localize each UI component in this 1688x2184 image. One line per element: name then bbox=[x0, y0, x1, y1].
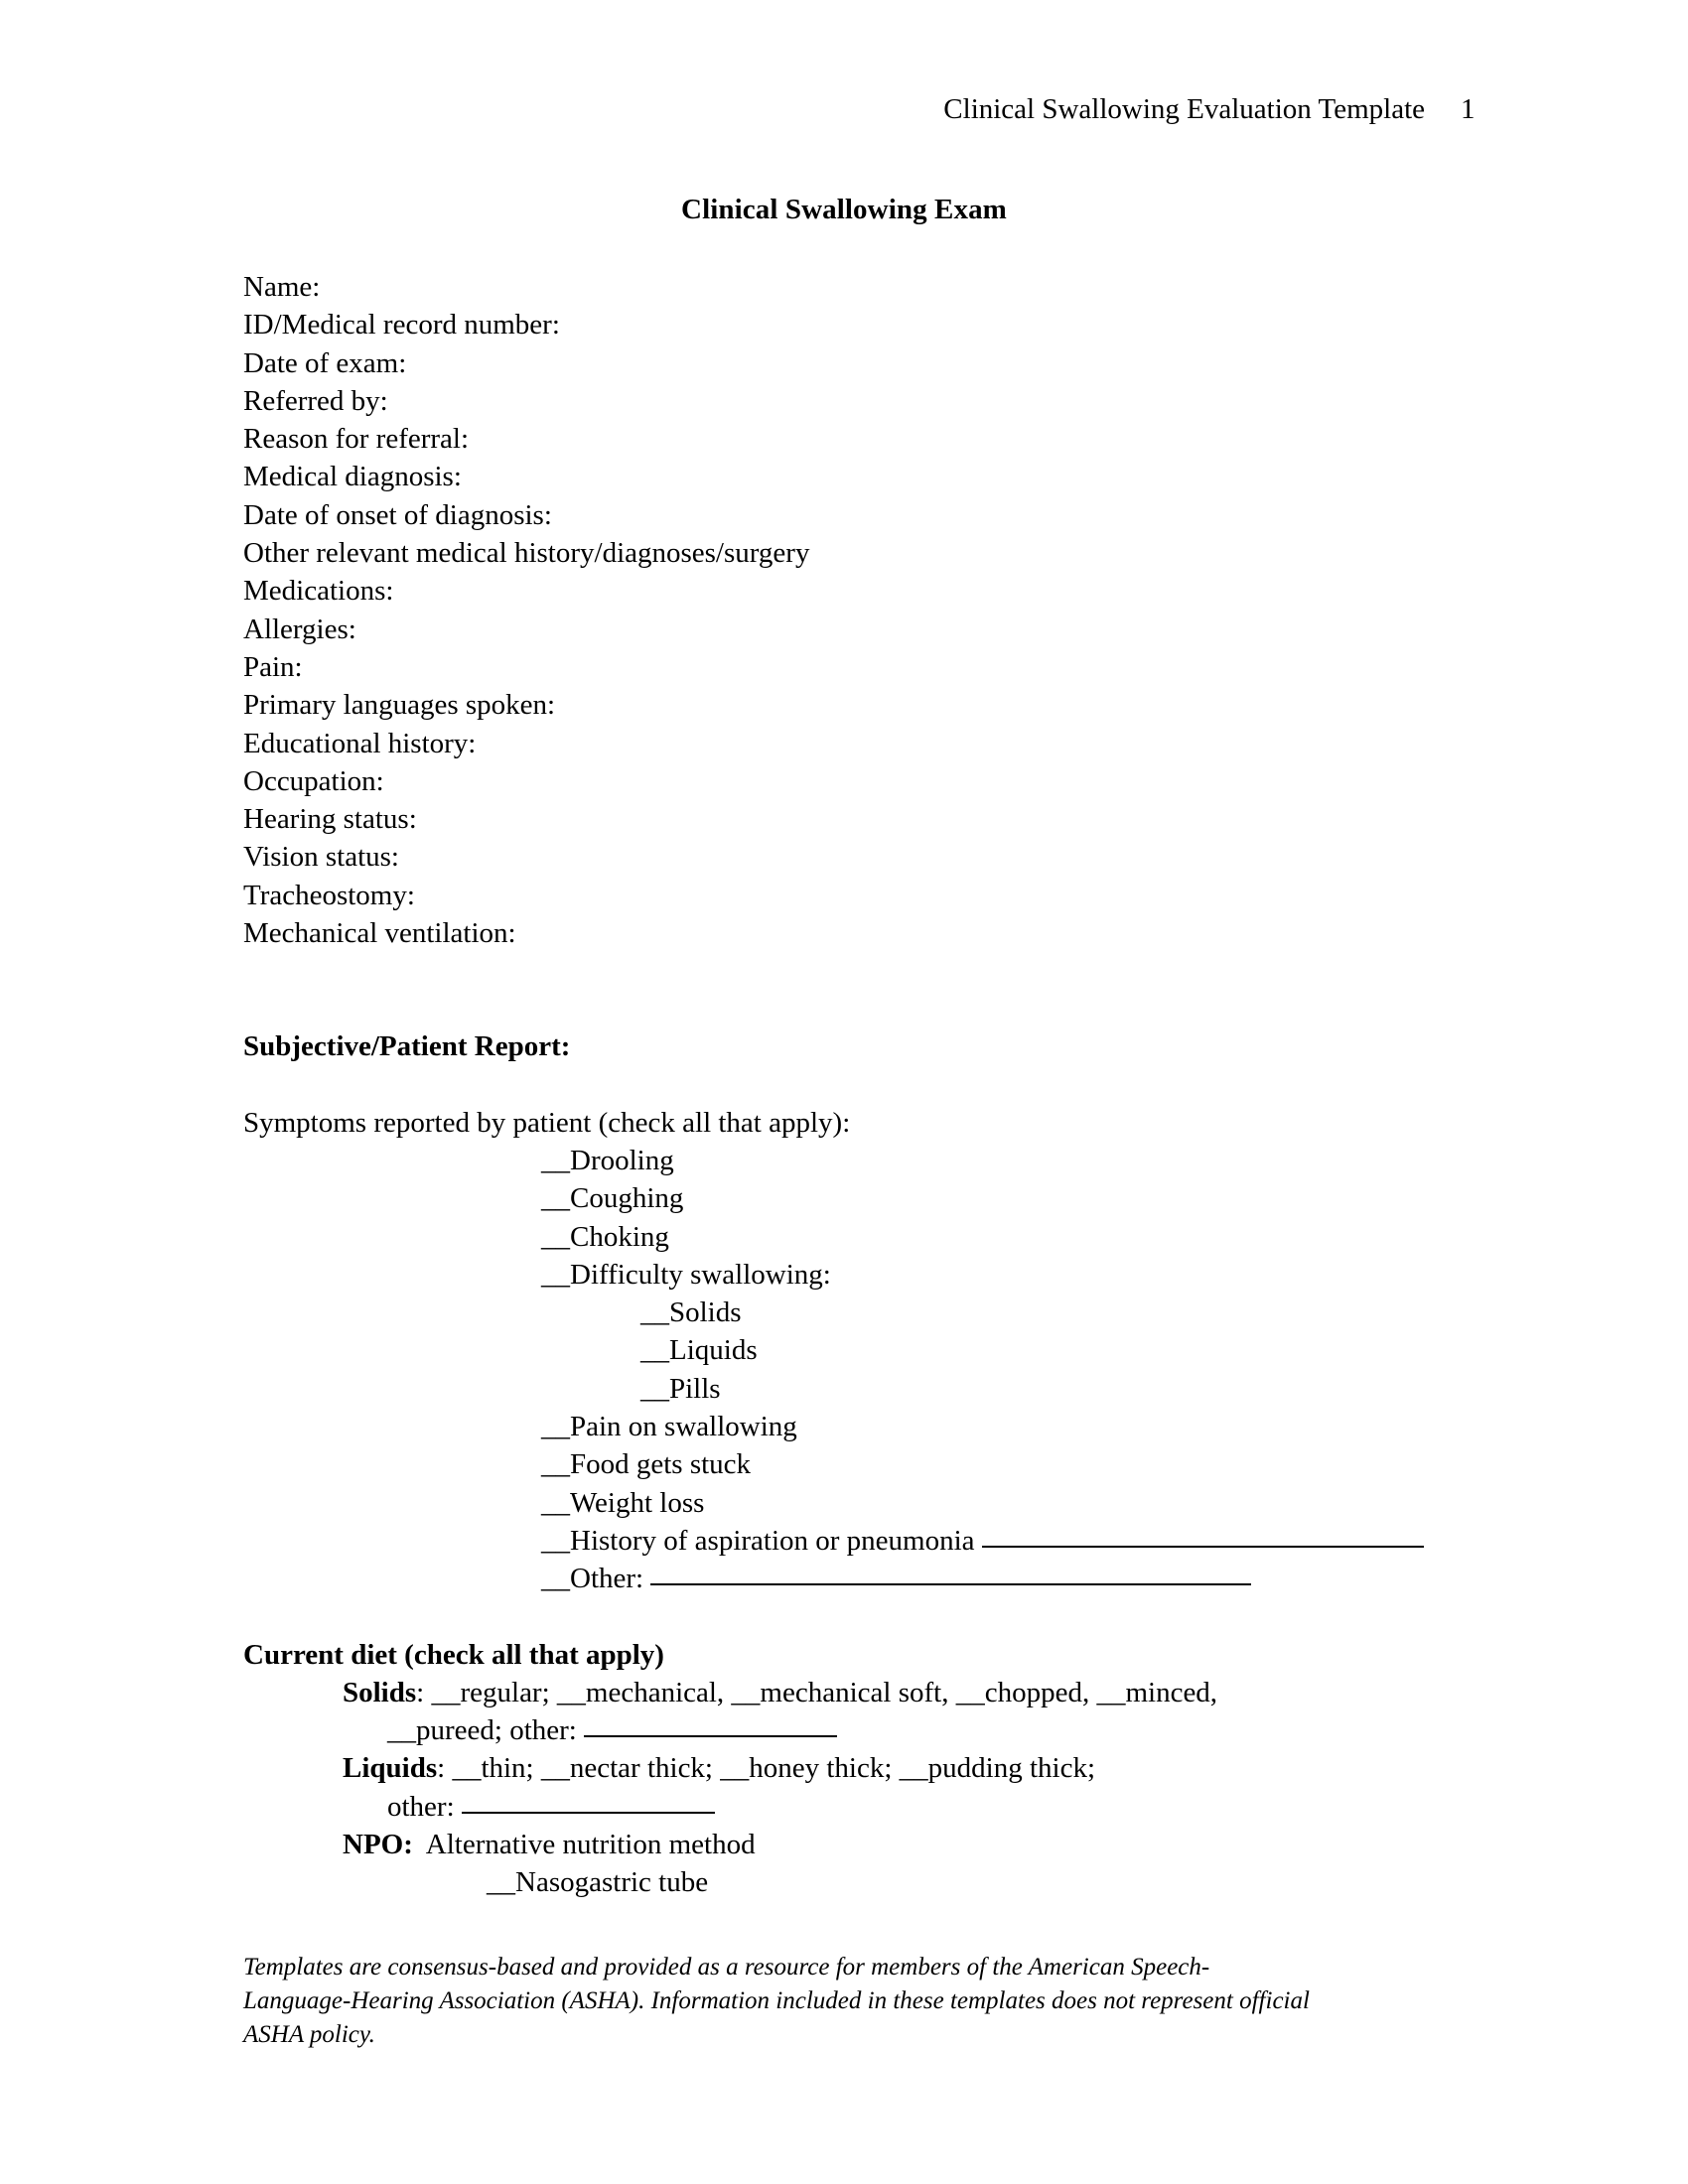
current-diet-heading: Current diet (check all that apply) bbox=[243, 1638, 664, 1671]
field-other-relevant-history: Other relevant medical history/diagnoses/surgery bbox=[243, 537, 810, 570]
field-hearing-status: Hearing status: bbox=[243, 803, 417, 836]
symptom-pain-on-swallowing[interactable]: __Pain on swallowing bbox=[541, 1411, 797, 1443]
symptom-other-label: __Other: bbox=[541, 1563, 644, 1595]
running-header-title: Clinical Swallowing Evaluation Template bbox=[943, 93, 1425, 125]
symptom-other-row[interactable] bbox=[243, 1560, 1554, 1597]
history-of-aspiration-blank[interactable] bbox=[982, 1546, 1424, 1548]
diet-npo-label: NPO: bbox=[343, 1828, 413, 1860]
symptom-history-of-aspiration-row[interactable] bbox=[243, 1522, 1554, 1560]
symptoms-prompt: Symptoms reported by patient (check all that apply): bbox=[243, 1106, 851, 1139]
diet-liquids-row[interactable] bbox=[243, 1749, 1554, 1787]
current-diet-section bbox=[243, 1636, 1554, 1902]
heading-gap bbox=[243, 1066, 1554, 1104]
field-primary-languages-spoken: Primary languages spoken: bbox=[243, 689, 556, 722]
running-header bbox=[243, 95, 1534, 124]
footer-line-2: Language-Hearing Association (ASHA). Information included in these templates does not represent official bbox=[243, 1987, 1310, 2014]
symptom-other-blank[interactable] bbox=[650, 1583, 1251, 1585]
symptom-difficulty-pills[interactable]: __Pills bbox=[640, 1372, 721, 1405]
diet-npo-row[interactable] bbox=[243, 1826, 1554, 1863]
footer-line-1: Templates are consensus-based and provided as a resource for members of the American Speech- bbox=[243, 1954, 1210, 1980]
field-medical-diagnosis: Medical diagnosis: bbox=[243, 461, 462, 493]
diet-solids-options: : __regular; __mechanical, __mechanical soft, __chopped, __minced, bbox=[416, 1676, 1218, 1708]
field-mechanical-ventilation: Mechanical ventilation: bbox=[243, 917, 516, 950]
diet-liquids-options: : __thin; __nectar thick; __honey thick; __pudding thick; bbox=[437, 1752, 1096, 1785]
diet-npo-nasogastric-tube[interactable]: __Nasogastric tube bbox=[487, 1866, 709, 1899]
document-body bbox=[243, 268, 1554, 1902]
symptom-weight-loss[interactable]: __Weight loss bbox=[541, 1486, 705, 1519]
footer-line-3: ASHA policy. bbox=[243, 2021, 375, 2048]
diet-npo-text: Alternative nutrition method bbox=[425, 1828, 756, 1860]
diet-liquids-label: Liquids bbox=[343, 1752, 438, 1785]
field-pain: Pain: bbox=[243, 650, 303, 683]
symptom-difficulty-liquids[interactable]: __Liquids bbox=[640, 1334, 758, 1367]
symptom-drooling[interactable]: __Drooling bbox=[541, 1144, 674, 1176]
symptom-coughing[interactable]: __Coughing bbox=[541, 1182, 684, 1215]
field-referred-by: Referred by: bbox=[243, 384, 388, 417]
diet-solids-other-blank[interactable] bbox=[584, 1735, 837, 1737]
field-educational-history: Educational history: bbox=[243, 727, 477, 759]
symptom-difficulty-solids[interactable]: __Solids bbox=[640, 1297, 742, 1329]
diet-solids-row[interactable] bbox=[243, 1674, 1554, 1711]
field-date-of-exam: Date of exam: bbox=[243, 346, 407, 379]
field-occupation: Occupation: bbox=[243, 764, 384, 797]
diet-liquids-other-blank[interactable] bbox=[462, 1812, 715, 1814]
diet-solids-pureed-other: __pureed; other: bbox=[387, 1714, 577, 1747]
diet-solids-label: Solids bbox=[343, 1676, 417, 1708]
symptom-difficulty-swallowing[interactable]: __Difficulty swallowing: bbox=[541, 1258, 831, 1291]
field-tracheostomy: Tracheostomy: bbox=[243, 879, 415, 911]
field-date-of-onset: Date of onset of diagnosis: bbox=[243, 498, 552, 531]
field-reason-for-referral: Reason for referral: bbox=[243, 423, 470, 456]
diet-solids-row-2[interactable] bbox=[243, 1711, 1554, 1749]
diet-liquids-row-2[interactable] bbox=[243, 1788, 1554, 1826]
subjective-section bbox=[243, 1027, 1554, 1597]
page-title: Clinical Swallowing Exam bbox=[681, 194, 1007, 225]
diet-liquids-other-label: other: bbox=[387, 1790, 455, 1823]
symptom-history-of-aspiration-label: __History of aspiration or pneumonia bbox=[541, 1524, 975, 1557]
page-number: 1 bbox=[1461, 93, 1476, 125]
field-medications: Medications: bbox=[243, 575, 394, 608]
field-vision-status: Vision status: bbox=[243, 841, 399, 874]
section-gap-2 bbox=[243, 1598, 1554, 1636]
symptom-food-gets-stuck[interactable]: __Food gets stuck bbox=[541, 1448, 752, 1481]
footer-disclaimer bbox=[243, 1951, 1425, 2052]
demographics-section bbox=[243, 268, 1554, 952]
field-allergies: Allergies: bbox=[243, 613, 356, 645]
subjective-heading: Subjective/Patient Report: bbox=[243, 1030, 571, 1063]
field-id-medical-record-number: ID/Medical record number: bbox=[243, 309, 560, 341]
section-gap bbox=[243, 952, 1554, 1027]
field-name: Name: bbox=[243, 271, 321, 303]
symptom-choking[interactable]: __Choking bbox=[541, 1220, 669, 1253]
